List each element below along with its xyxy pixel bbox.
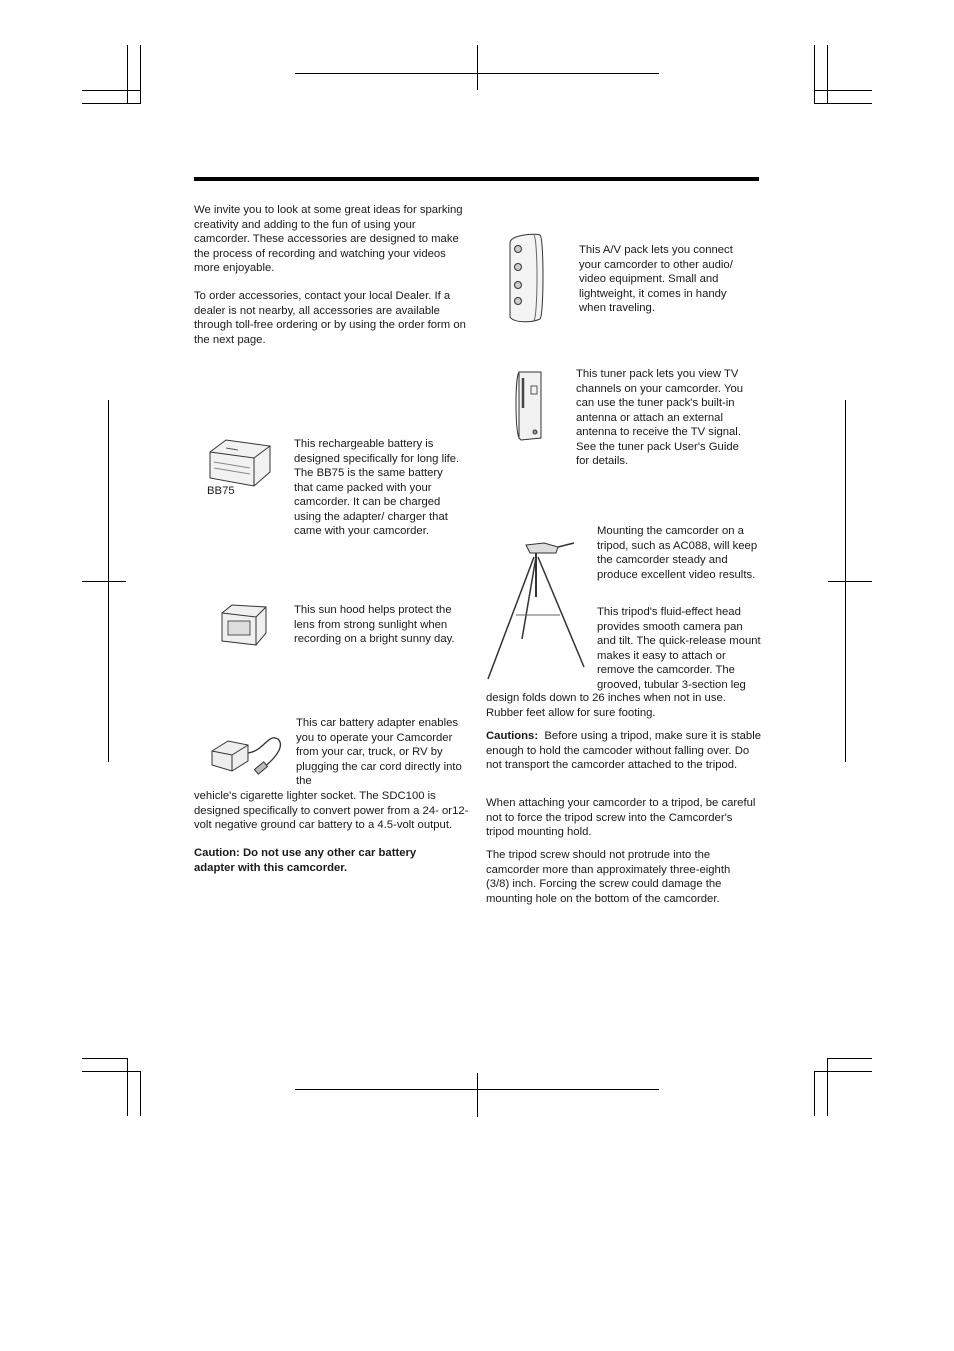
av-pack-description: This A/V pack lets you connect your camcorder to other audio/ video equipment. Small and lightweight, it comes in handy when traveling.: [579, 244, 733, 314]
header-rule: [194, 177, 759, 181]
car-adapter-caution: Caution: Do not use any other car battery adapter with this camcorder.: [194, 847, 417, 874]
tripod-cautions: [486, 729, 761, 773]
tripod-screw-note: The tripod screw should not protrude into the camcorder more than approximately three-eighth (3/8) inch. Forcing the screw could damage the mounting hole on the bottom of the camcorder.: [486, 849, 731, 905]
av-pack-icon: [506, 231, 548, 325]
cautions-label: Cautions:: [486, 730, 539, 742]
cautions-text: Before using a tripod, make sure it is stable enough to hold the camcoder without falling over. Do not transport the camcorder attached to the tripod.: [486, 730, 762, 771]
tripod-attach-note: When attaching your camcorder to a tripod, be careful not to force the tripod screw into the Camcorder's tripod mounting hold.: [486, 797, 756, 838]
tripod-icon: [486, 535, 590, 683]
sun-hood-description: This sun hood helps protect the lens from strong sunlight when recording on a bright sunny day.: [294, 604, 455, 645]
tripod-head-description: design folds down to 26 inches when not in use. Rubber feet allow for sure footing.: [486, 692, 726, 719]
car-adapter-description-wrapped: This car battery adapter enables you to operate your Camcorder from your car, truck, or RV by plugging the car cord directly into the: [296, 717, 462, 787]
order-paragraph: To order accessories, contact your local Dealer. If a dealer is not nearby, all accessories are available through toll-free ordering or by using the order form on the next page.: [194, 290, 466, 346]
battery-label: BB75: [207, 485, 235, 497]
sun-hood-icon: [218, 603, 270, 647]
intro-paragraph: We invite you to look at some great ideas for sparking creativity and adding to the fun of using your camcorder. These accessories are designed to make the process of recording and watching your videos more enjoyable.: [194, 204, 463, 274]
tuner-pack-description: This tuner pack lets you view TV channels on your camcorder. You can use the tuner pack's built-in antenna or attach an external antenna to receive the TV signal. See the tuner pack User's Guide for details.: [576, 368, 744, 467]
car-adapter-icon: [208, 725, 290, 781]
car-adapter-description: vehicle's cigarette lighter socket. The SDC100 is designed specifically to convert power from a 24- or12-volt negative ground car battery to a 4.5-volt output.: [194, 790, 469, 831]
tripod-intro: Mounting the camcorder on a tripod, such as AC088, will keep the camcorder steady and produce excellent video results.: [597, 525, 758, 581]
tripod-head-description-wrapped: This tripod's fluid-effect head provides smooth camera pan and tilt. The quick-release mount makes it easy to attach or remove the camcorder. The grooved, tubular 3-section leg: [597, 606, 761, 691]
tuner-pack-icon: [511, 368, 547, 444]
battery-description: This rechargeable battery is designed specifically for long life. The BB75 is the same battery that came packed with your camcorder. It can be charged using the adapter/ charger that came with your camcorder.: [294, 438, 460, 537]
